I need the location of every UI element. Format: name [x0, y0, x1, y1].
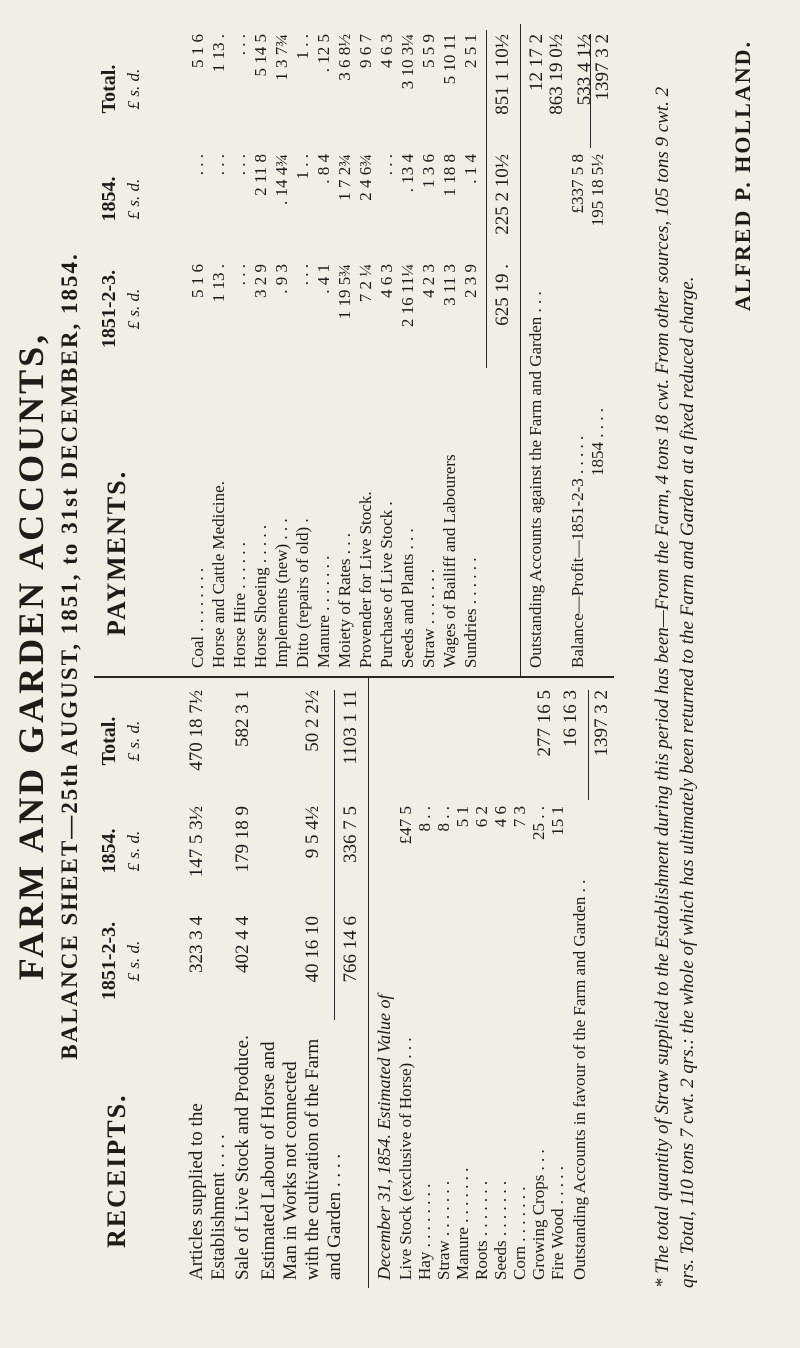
payment-y1-9: 4 6 3	[377, 264, 396, 298]
payments-rule-1	[486, 30, 487, 368]
page-subtitle: BALANCE SHEET—25th AUGUST, 1851, to 31st DECEMBER, 1854.	[57, 252, 82, 1060]
payment-label-9: Purchase of Live Stock .	[377, 501, 396, 668]
page-title: FARM AND GARDEN ACCOUNTS,	[11, 331, 51, 981]
payments-lsd-2: £ s. d.	[124, 178, 143, 220]
receipt-y2-2: 9 5 4½	[302, 806, 323, 859]
payment-label-12: Wages of Bailiff and Labourers	[440, 454, 459, 668]
receipt-y2-1: 179 18 9	[232, 806, 253, 873]
receipts-rule-3	[588, 690, 589, 800]
stock-label-3: Manure . . . . . . .	[453, 1167, 472, 1280]
payments-panel	[94, 24, 614, 676]
payment-total-6: . 12 5	[314, 34, 333, 73]
stock-label-1: Hay . . . . . . . .	[415, 1183, 434, 1280]
payment-y1-1: 1 13 .	[209, 264, 228, 303]
payment-total-8: 9 6 7	[356, 34, 375, 68]
receipts-heading: RECEIPTS.	[102, 1093, 131, 1248]
payment-y1-8: 7 2 ¼	[356, 264, 375, 303]
payment-y1-10: 2 16 11¼	[398, 264, 417, 328]
payments-total-all: 851 1 10½	[492, 34, 513, 115]
payments-total-header: Total.	[98, 64, 120, 114]
payments-outstanding-label: Outstanding Accounts against the Farm and Garden . . .	[526, 291, 545, 668]
receipts-total-header: Total.	[98, 716, 120, 766]
stock-value-7: 25 . .	[529, 806, 548, 840]
receipt-y1-1: 402 4 4	[232, 916, 253, 973]
payment-total-1: 1 13 .	[209, 34, 228, 73]
payments-column-headers	[94, 24, 186, 676]
receipt-total-1: 582 3 1	[232, 690, 253, 747]
receipts-outstanding-label: Outstanding Accounts in favour of the Farm and Garden . .	[570, 879, 589, 1280]
payment-y1-2: . . .	[230, 264, 249, 286]
payment-y2-12: 1 18 8	[440, 154, 459, 197]
payment-label-5: Ditto (repairs of old) .	[293, 518, 312, 668]
signature: ALFRED P. HOLLAND.	[730, 40, 755, 312]
receipts-lsd-1: £ s. d.	[124, 940, 143, 982]
payment-label-1: Horse and Cattle Medicine.	[209, 481, 228, 668]
receipt-label-0: Articles supplied to the Establishment . . . .	[186, 1103, 229, 1280]
payment-y2-7: 1 7 2¾	[335, 154, 354, 201]
payment-label-0: Coal . . . . . . . .	[188, 567, 207, 668]
stock-label-8: Fire Wood . . . . .	[548, 1165, 567, 1280]
stock-label-4: Roots . . . . . . .	[472, 1180, 491, 1280]
payment-total-3: 5 14 5	[251, 34, 270, 77]
receipts-grand-total: 1397 3 2	[591, 690, 612, 757]
payment-total-4: 1 3 7¾	[272, 34, 291, 81]
receipts-rule-1	[334, 690, 335, 1020]
payment-label-4: Implements (new) . . .	[272, 518, 291, 668]
balance-label: Balance—Profit—1851-2-3 . . . . .	[568, 435, 587, 668]
payment-total-9: 4 6 3	[377, 34, 396, 68]
stock-label-2: Straw . . . . . . .	[434, 1180, 453, 1280]
payment-total-12: 5 10 11	[440, 34, 459, 85]
stock-value-2: 8 . .	[434, 806, 453, 832]
payment-y1-6: . 4 1	[314, 264, 333, 294]
payment-total-13: 2 5 1	[461, 34, 480, 68]
receipts-panel	[94, 676, 614, 1288]
payments-rule-3	[590, 34, 591, 148]
payments-rule-2	[520, 24, 521, 676]
payments-year2-header: 1854.	[98, 176, 120, 222]
stock-value-0: £47 5	[396, 806, 415, 845]
payment-y1-11: 4 2 3	[419, 264, 438, 298]
accounts-panels	[94, 24, 614, 1288]
stock-value-4: 6 2	[472, 806, 491, 828]
payment-y1-4: . 9 3	[272, 264, 291, 294]
stock-label-6: Corn . . . . . . .	[510, 1186, 529, 1280]
payments-total-y1: 625 19 .	[492, 264, 513, 326]
payment-label-8: Provender for Live Stock.	[356, 491, 375, 668]
payment-y1-7: 1 19 5¾	[335, 264, 354, 320]
payment-label-3: Horse Shoeing . . . . .	[251, 524, 270, 668]
receipts-outstanding-value: 16 16 3	[560, 690, 581, 747]
payment-y2-13: . 1 4	[461, 154, 480, 184]
payment-y1-0: 5 1 6	[188, 264, 207, 298]
payment-y2-11: 1 3 6	[419, 154, 438, 188]
stock-label-7: Growing Crops . . .	[529, 1149, 548, 1280]
payment-y1-3: 3 2 9	[251, 264, 270, 298]
payment-total-2: . . .	[230, 34, 249, 56]
stock-label-0: Live Stock (exclusive of Horse) . . .	[396, 1037, 415, 1280]
receipts-lsd-2: £ s. d.	[124, 830, 143, 872]
payment-label-2: Horse Hire . . . . . .	[230, 541, 249, 668]
receipt-label-2: Estimated Labour of Horse and Man in Works not connected with the cultivation of the Farm and Garden . . . .	[258, 1038, 345, 1280]
payment-y2-6: . 8 4	[314, 154, 333, 184]
stock-label-5: Seeds . . . . . . .	[491, 1180, 510, 1280]
stock-value-8: 15 1	[548, 806, 567, 836]
receipt-total-0: 470 18 7½	[186, 690, 207, 771]
receipts-column-headers	[94, 678, 186, 1288]
payment-y2-5: 1 . .	[293, 154, 312, 180]
payment-y2-3: 2 11 8	[251, 154, 270, 196]
receipt-y1-0: 323 3 4	[186, 916, 207, 973]
payments-total-y2: 225 2 10½	[492, 154, 513, 235]
receipts-year2-header: 1854.	[98, 828, 120, 874]
payment-y1-13: 2 3 9	[461, 264, 480, 298]
payments-year1-header: 1851-2-3.	[98, 269, 120, 349]
receipts-lsd-3: £ s. d.	[124, 720, 143, 762]
payment-y2-2: . . .	[230, 154, 249, 176]
receipts-rule-2	[368, 676, 369, 1288]
receipts-year1-header: 1851-2-3.	[98, 921, 120, 1001]
footnote: * The total quantity of Straw supplied to the Establishment during this period has been—From the Farm, 4 tons 18 cwt. From other sources, 105 tons 9 cwt. 2 qrs. Total, 110 tons 7 cwt. 2 qrs.: the whole of which has ultimately been returned to the Farm and Garden at a fixed reduced charge.	[652, 86, 698, 1288]
payment-label-7: Moiety of Rates . . .	[335, 532, 354, 668]
payments-subtotal: 863 19 0½	[546, 34, 567, 115]
stock-heading: December 31, 1854. Estimated Value of	[374, 994, 394, 1280]
payment-label-6: Manure . . . . . . .	[314, 555, 333, 668]
payment-y2-9: . . .	[377, 154, 396, 176]
payment-total-5: 1 . .	[293, 34, 312, 60]
payment-label-13: Sundries . . . . . .	[461, 557, 480, 668]
payment-label-11: Straw . . . . . . .	[419, 568, 438, 668]
payment-label-10: Seeds and Plants . . .	[398, 528, 417, 668]
payment-y1-5: . . .	[293, 264, 312, 286]
balance-total: 533 4 1½	[574, 34, 595, 106]
stock-value-3: 5 1	[453, 806, 472, 828]
payments-lsd-3: £ s. d.	[124, 68, 143, 110]
receipts-total-y1: 766 14 6	[340, 916, 361, 983]
stock-value-1: 8 . .	[415, 806, 434, 832]
payment-total-0: 5 1 6	[188, 34, 207, 68]
receipt-label-1: Sale of Live Stock and Produce.	[232, 1035, 253, 1280]
payment-total-10: 3 10 3¼	[398, 34, 417, 90]
payment-y1-12: 3 11 3	[440, 264, 459, 306]
payment-total-11: 5 5 9	[419, 34, 438, 68]
receipts-total-y2: 336 7 5	[340, 806, 361, 863]
payments-heading: PAYMENTS.	[102, 469, 131, 636]
stock-total: 277 16 5	[534, 690, 555, 757]
payment-y2-8: 2 4 6¾	[356, 154, 375, 201]
payment-y2-1: . . .	[209, 154, 228, 176]
balance-label-2: 1854 . . . .	[588, 408, 607, 476]
payment-y2-0: . . .	[188, 154, 207, 176]
balance-value-2: 195 18 5½	[588, 154, 607, 227]
receipt-y1-2: 40 16 10	[302, 916, 323, 983]
payments-outstanding-value: 12 17 2	[526, 34, 547, 91]
payment-y2-10: . 13 4	[398, 154, 417, 193]
stock-value-6: 7 3	[510, 806, 529, 828]
receipt-total-2: 50 2 2½	[302, 690, 323, 752]
receipt-y2-0: 147 5 3½	[186, 806, 207, 878]
payment-total-7: 3 6 8½	[335, 34, 354, 81]
stock-value-5: 4 6	[491, 806, 510, 828]
payments-lsd-1: £ s. d.	[124, 288, 143, 330]
payment-y2-4: . 14 4¾	[272, 154, 291, 205]
receipts-total-all: 1103 1 11	[340, 690, 361, 765]
balance-value-1: £337 5 8	[568, 154, 587, 214]
payments-grand-total: 1397 3 2	[592, 34, 613, 101]
